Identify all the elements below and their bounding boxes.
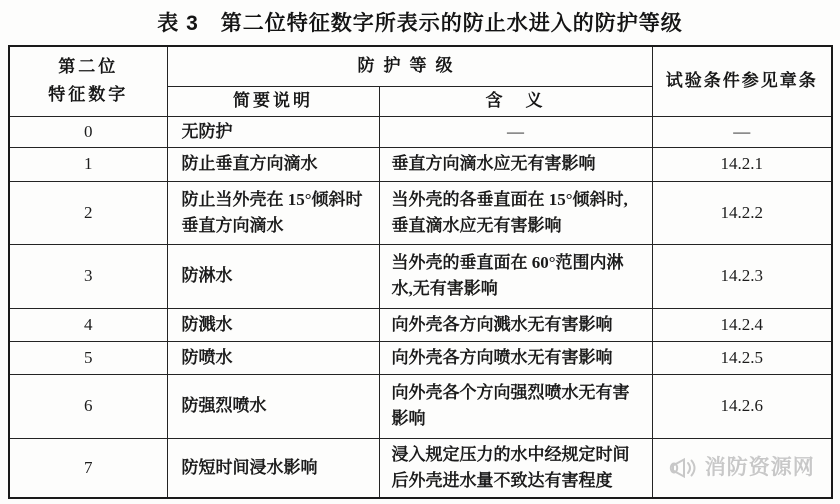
header-meaning: 含 义 [379, 86, 652, 116]
header-digit-line2: 特征数字 [48, 85, 129, 105]
table-row-4 [9, 308, 832, 341]
table-row-7 [9, 438, 832, 498]
table-row-1 [9, 147, 832, 181]
test-cell [652, 438, 832, 498]
meaning-cell: 当外壳的各垂直面在 15°倾斜时,垂直滴水应无有害影响 [379, 181, 652, 244]
protection-level-table [8, 45, 833, 499]
meaning-cell: — [379, 116, 652, 147]
meaning-cell: 向外壳各方向溅水无有害影响 [379, 308, 652, 341]
meaning-cell: 浸入规定压力的水中经规定时间后外壳进水量不致达有害程度 [379, 438, 652, 498]
table-row-2 [9, 181, 832, 244]
digit-cell: 3 [9, 244, 167, 308]
header-digit [9, 46, 167, 116]
digit-cell: 1 [9, 147, 167, 181]
test-cell: 14.2.3 [652, 244, 832, 308]
table-row-6 [9, 374, 832, 438]
header-row-1 [9, 46, 832, 86]
test-cell: 14.2.1 [652, 147, 832, 181]
digit-cell: 5 [9, 341, 167, 374]
meaning-cell: 当外壳的垂直面在 60°范围内淋水,无有害影响 [379, 244, 652, 308]
table-title: 表 3 第二位特征数字所表示的防止水进入的防护等级 [157, 12, 683, 35]
brief-cell: 防止垂直方向滴水 [167, 147, 379, 181]
brief-cell: 防止当外壳在 15°倾斜时垂直方向滴水 [167, 181, 379, 244]
digit-cell: 2 [9, 181, 167, 244]
meaning-cell: 向外壳各方向喷水无有害影响 [379, 341, 652, 374]
brief-cell: 防溅水 [167, 308, 379, 341]
meaning-cell: 向外壳各个方向强烈喷水无有害影响 [379, 374, 652, 438]
brief-cell: 防强烈喷水 [167, 374, 379, 438]
watermark-text: 消防资源网 [704, 455, 815, 479]
header-digit-line1: 第二位 [58, 57, 119, 77]
header-brief: 简要说明 [167, 86, 379, 116]
brief-cell: 无防护 [167, 116, 379, 147]
brief-cell: 防喷水 [167, 341, 379, 374]
digit-cell: 0 [9, 116, 167, 147]
megaphone-icon [669, 455, 699, 481]
digit-cell: 7 [9, 438, 167, 498]
test-cell: 14.2.4 [652, 308, 832, 341]
test-cell: — [652, 116, 832, 147]
meaning-cell: 垂直方向滴水应无有害影响 [379, 147, 652, 181]
brief-cell: 防短时间浸水影响 [167, 438, 379, 498]
header-protection: 防护等级 [167, 46, 652, 86]
test-cell: 14.2.6 [652, 374, 832, 438]
table-row-3 [9, 244, 832, 308]
site-watermark [653, 455, 832, 481]
test-cell: 14.2.5 [652, 341, 832, 374]
header-test-conditions: 试验条件参见章条 [652, 46, 832, 116]
table-row-5 [9, 341, 832, 374]
table-row-0 [9, 116, 832, 147]
digit-cell: 4 [9, 308, 167, 341]
test-cell: 14.2.2 [652, 181, 832, 244]
brief-cell: 防淋水 [167, 244, 379, 308]
digit-cell: 6 [9, 374, 167, 438]
